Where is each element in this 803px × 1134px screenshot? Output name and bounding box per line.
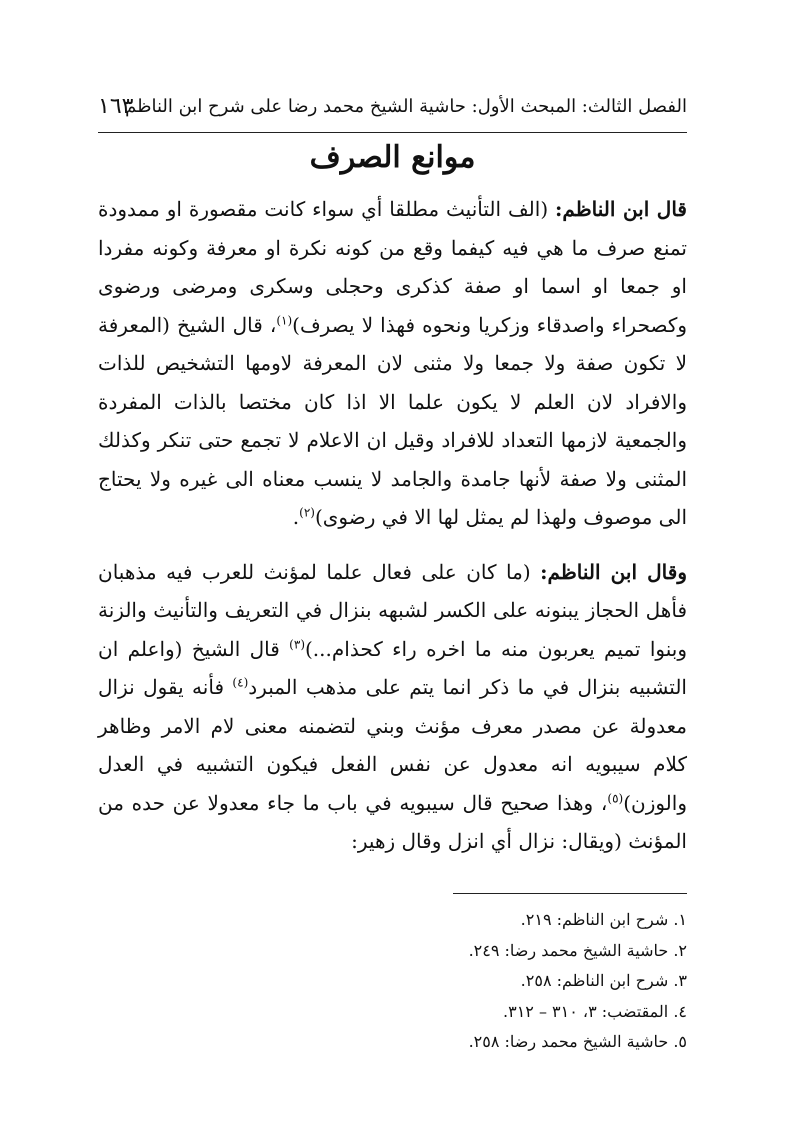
paragraph-text: (ما كان على فعال علما لمؤنث للعرب فيه مذهبان فأهل الحجاز يبنونه على الكسر لشبهه بنزال في التعريف والتأنيث والزنة وبنوا تميم يعربون منه ما اخره راء كحذام...)	[98, 559, 687, 661]
speaker-label: قال ابن الناظم:	[555, 197, 687, 221]
footnote-ref-2: (٢)	[299, 505, 315, 520]
body-text	[98, 190, 687, 861]
running-header	[98, 86, 687, 133]
footnote-ref-5: (٥)	[607, 790, 624, 805]
footnote-item: ٤. المقتضب: ٣، ٣١٠ – ٣١٢.	[503, 1001, 687, 1021]
footnote-ref-1: (١)	[276, 312, 293, 327]
paragraph-1	[98, 190, 687, 537]
footnote-item: ٢. حاشية الشيخ محمد رضا: ٢٤٩.	[468, 940, 687, 960]
section-title: موانع الصرف	[309, 140, 476, 175]
running-header-title: الفصل الثالث: المبحث الأول: حاشية الشيخ محمد رضا على شرح ابن الناظم	[125, 96, 687, 117]
paragraph-text: ، وهذا صحيح قال سيبويه في باب ما جاء معدولا عن حده من المؤنث (ويقال: نزال أي انزل وقال زهير:	[98, 790, 687, 853]
footnote-divider	[453, 893, 687, 894]
footnote-item: ٥. حاشية الشيخ محمد رضا: ٢٥٨.	[468, 1032, 687, 1051]
footnote-ref-3: (٣)	[289, 636, 305, 651]
paragraph-text: فأنه يقول نزال معدولة عن مصدر معرف مؤنث وبني لتضمنه معنى لام الامر وظاهر كلام سيبويه انه معدول عن نفس الفعل فيكون التشبيه في العدل والوزن)	[98, 675, 687, 815]
footnote-item: ١. شرح ابن الناظم: ٢١٩.	[520, 910, 687, 929]
speaker-label: وقال ابن الناظم:	[540, 559, 687, 584]
page-number: ١٦٣	[98, 94, 134, 119]
paragraph-text: قال الشيخ (واعلم ان التشبيه بنزال في ما ذكر انما يتم على مذهب المبرد	[98, 636, 687, 699]
paragraph-text: .	[292, 505, 300, 529]
footnote-ref-4: (٤)	[232, 675, 249, 690]
footnote-item: ٣. شرح ابن الناظم: ٢٥٨.	[520, 971, 687, 990]
paragraph-text: (الف التأنيث مطلقا أي سواء كانت مقصورة او ممدودة تمنع صرف ما هي فيه كيفما وقع من كونه نكرة او معرفة وكونه مفردا او جمعا او اسما او صفة كذكرى وحجلى وسكرى ومرضى ورضوى وكصحراء واصدقاء وزكريا ونحوه فهذا لا يصرف)	[98, 197, 688, 337]
paragraph-2	[98, 553, 687, 861]
footnotes-list	[127, 905, 687, 1058]
paragraph-text: ، قال الشيخ (المعرفة لا تكون صفة ولا جمعا ولا مثنى لان المعرفة لاومها التشخيص للذات والافراد لان العلم لا يكون علما الا اذا كان مختصا بالذات المفردة والجمعية لازمها التعداد للافراد وقيل ان الاعلام لا تجمع حتى تنكر وكذلك المثنى ولا صفة لأنها جامدة والجامد لا ينسب معناه الى غيره ولا يحتاج الى موصوف ولهذا لم يمثل لها الا في رضوى)	[98, 312, 687, 529]
